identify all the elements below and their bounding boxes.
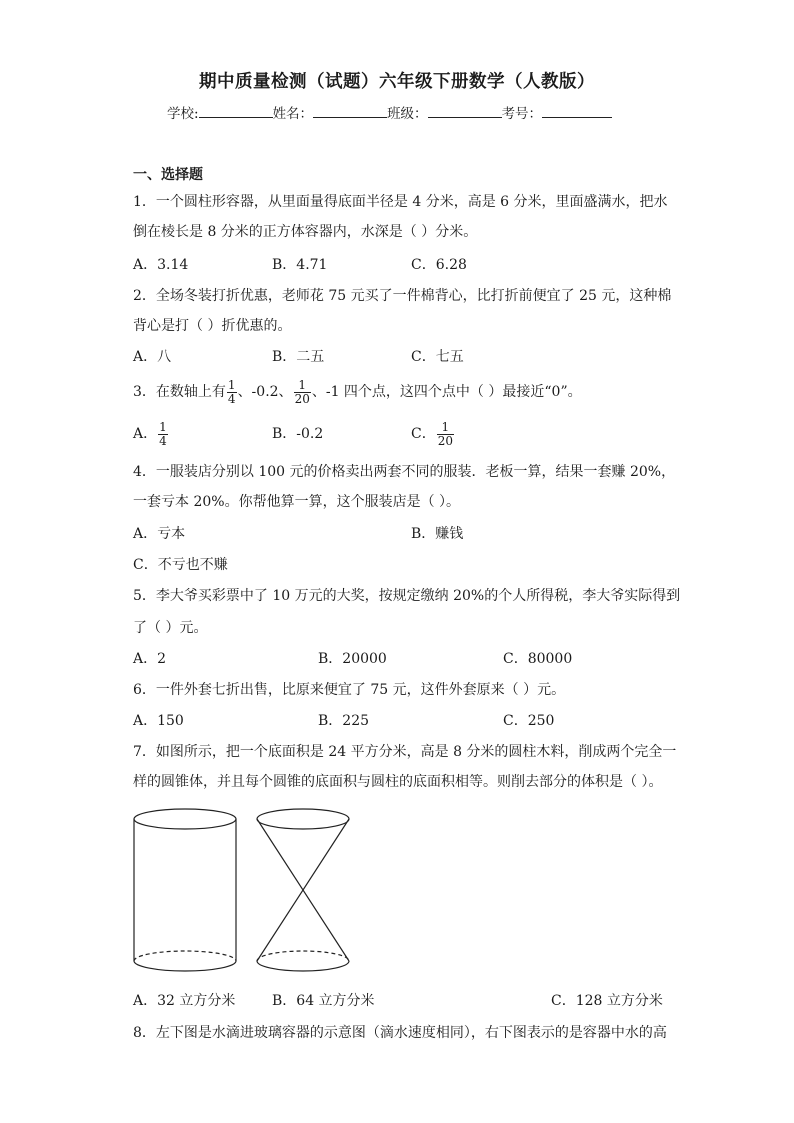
school-label: 学校: bbox=[167, 106, 199, 122]
exam-no-label: 考号： bbox=[501, 106, 543, 122]
q7-option-a[interactable]: A．32 立方分米 bbox=[133, 993, 236, 1009]
question-1-line-2: 倒在棱长是 8 分米的正方体容器内，水深是（ ）分米。 bbox=[133, 224, 478, 240]
fraction-one-quarter: $\frac{1}{4}$ bbox=[227, 377, 236, 406]
q3-prefix: 3．在数轴上有 bbox=[133, 384, 226, 400]
q6-option-a[interactable]: A．150 bbox=[133, 713, 184, 729]
q4-option-c[interactable]: C．不亏也不赚 bbox=[133, 557, 228, 573]
question-4-line-1: 4．一服装店分别以 100 元的价格卖出两套不同的服装．老板一算，结果一套赚 20%， bbox=[133, 464, 676, 480]
q6-option-b[interactable]: B．225 bbox=[318, 713, 370, 729]
cylinder-figure bbox=[130, 806, 242, 978]
question-5-line-2: 了（ ）元。 bbox=[133, 620, 208, 636]
question-5-line-1: 5．李大爷买彩票中了 10 万元的大奖，按规定缴纳 20%的个人所得税，李大爷实际得到 bbox=[133, 588, 681, 604]
q3-option-b[interactable]: B．-0.2 bbox=[272, 426, 324, 442]
question-2-line-1: 2．全场冬装打折优惠，老师花 75 元买了一件棉背心，比打折前便宜了 25 元，这种棉 bbox=[133, 288, 672, 304]
q4-option-a[interactable]: A．亏本 bbox=[133, 526, 186, 542]
class-label: 班级： bbox=[387, 106, 428, 122]
name-label: 姓名： bbox=[272, 106, 314, 122]
fraction-one-twentieth: $\frac{1}{20}$ bbox=[294, 377, 310, 406]
double-cone-figure bbox=[254, 806, 356, 978]
class-blank[interactable] bbox=[428, 104, 502, 118]
q4-option-b[interactable]: B．赚钱 bbox=[411, 526, 464, 542]
q1-option-c[interactable]: C．6.28 bbox=[411, 257, 467, 273]
q5-option-b[interactable]: B．20000 bbox=[318, 651, 387, 667]
q6-option-c[interactable]: C．250 bbox=[503, 713, 555, 729]
q3-mid: 、-0.2、 bbox=[237, 384, 293, 400]
question-8-line-1: 8．左下图是水滴进玻璃容器的示意图（滴水速度相同），右下图表示的是容器中水的高 bbox=[133, 1025, 667, 1041]
question-1-line-1: 1．一个圆柱形容器，从里面量得底面半径是 4 分米，高是 6 分米，里面盛满水，把水 bbox=[133, 194, 668, 210]
question-6-line-1: 6．一件外套七折出售，比原来便宜了 75 元，这件外套原来（ ）元。 bbox=[133, 682, 566, 698]
question-7-line-1: 7．如图所示，把一个底面积是 24 平方分米，高是 8 分米的圆柱木料，削成两个完全一 bbox=[133, 744, 677, 760]
school-blank[interactable] bbox=[199, 104, 273, 118]
section-heading: 一、选择题 bbox=[133, 167, 203, 183]
q1-option-a[interactable]: A．3.14 bbox=[133, 257, 189, 273]
q3-option-c[interactable]: C． $\frac{1}{20}$ bbox=[411, 419, 453, 448]
q5-option-a[interactable]: A．2 bbox=[133, 651, 167, 667]
question-2-line-2: 背心是打（ ）折优惠的。 bbox=[133, 318, 292, 334]
q3-suffix: 、-1 四个点，这四个点中（ ）最接近“0”。 bbox=[311, 384, 582, 400]
question-7-line-2: 样的圆锥体，并且每个圆锥的底面积与圆柱的底面积相等。则削去部分的体积是（ ）。 bbox=[133, 774, 663, 790]
question-4-line-2: 一套亏本 20%。你帮他算一算，这个服装店是（ ）。 bbox=[133, 494, 461, 510]
q2-option-a[interactable]: A．八 bbox=[133, 349, 172, 365]
fraction-one-quarter: $\frac{1}{4}$ bbox=[159, 419, 167, 448]
q2-option-b[interactable]: B．二五 bbox=[272, 349, 325, 365]
q3-option-a[interactable]: A． $\frac{1}{4}$ bbox=[133, 419, 167, 448]
name-blank[interactable] bbox=[313, 104, 387, 118]
exam-title: 期中质量检测（试题）六年级下册数学（人教版） bbox=[199, 72, 595, 92]
exam-no-blank[interactable] bbox=[542, 104, 612, 118]
q7-option-b[interactable]: B．64 立方分米 bbox=[272, 993, 375, 1009]
question-3-line-1 bbox=[133, 377, 582, 407]
fraction-one-twentieth: $\frac{1}{20}$ bbox=[437, 419, 453, 448]
q2-option-c[interactable]: C．七五 bbox=[411, 349, 464, 365]
student-info-line bbox=[167, 102, 612, 122]
q5-option-c[interactable]: C．80000 bbox=[503, 651, 573, 667]
q7-option-c[interactable]: C．128 立方分米 bbox=[551, 993, 663, 1009]
q1-option-b[interactable]: B．4.71 bbox=[272, 257, 328, 273]
